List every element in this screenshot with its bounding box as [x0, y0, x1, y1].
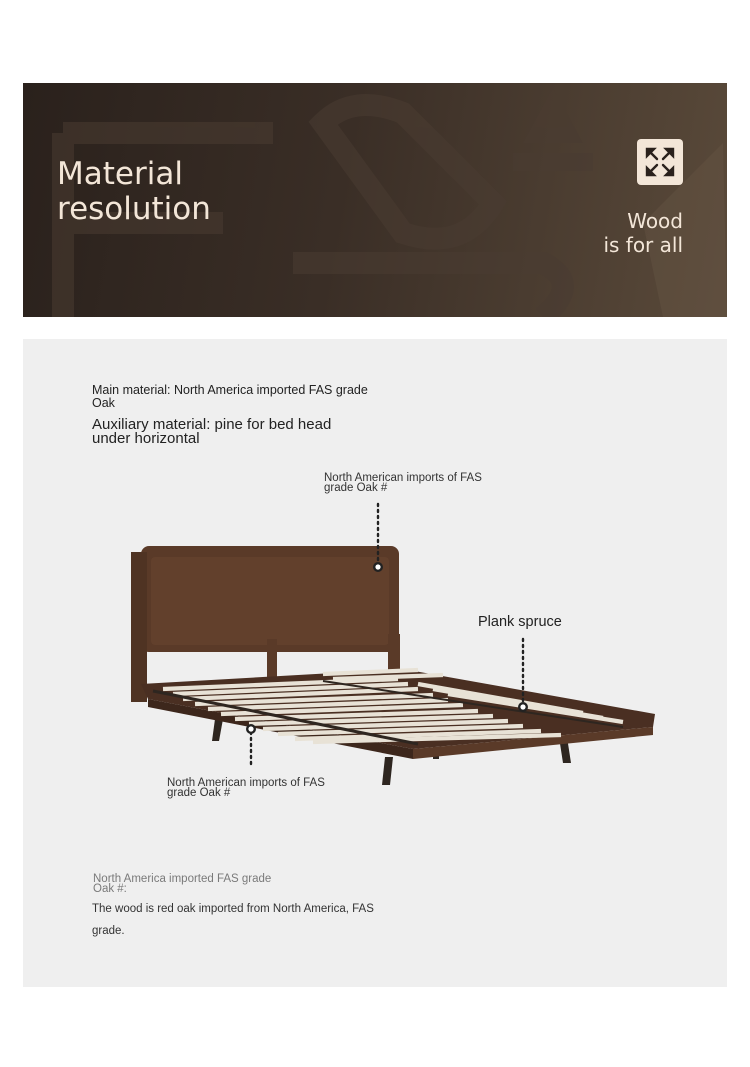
callout-bottom-label: North American imports of FAS grade Oak #: [167, 777, 325, 799]
note-body: The wood is red oak imported from North America, FAS grade.: [92, 903, 374, 937]
callout-plank-label: Plank spruce: [478, 614, 562, 630]
callout-top-label: North American imports of FAS grade Oak #: [324, 472, 482, 494]
expand-arrows-icon: [637, 139, 683, 185]
material-panel: [23, 339, 727, 987]
banner-subtitle: Wood is for all: [603, 209, 683, 257]
callout-dot-top: [374, 563, 382, 571]
auxiliary-material-text: Auxiliary material: pine for bed head under horizontal: [92, 416, 332, 447]
material-banner: [23, 83, 727, 317]
callout-dot-plank: [519, 703, 527, 711]
main-material-text: Main material: North America imported FAS grade Oak: [92, 383, 368, 410]
note-title: North America imported FAS grade Oak #:: [93, 873, 272, 895]
banner-title: Material resolution: [57, 156, 211, 227]
callout-dot-bottom: [247, 725, 255, 733]
